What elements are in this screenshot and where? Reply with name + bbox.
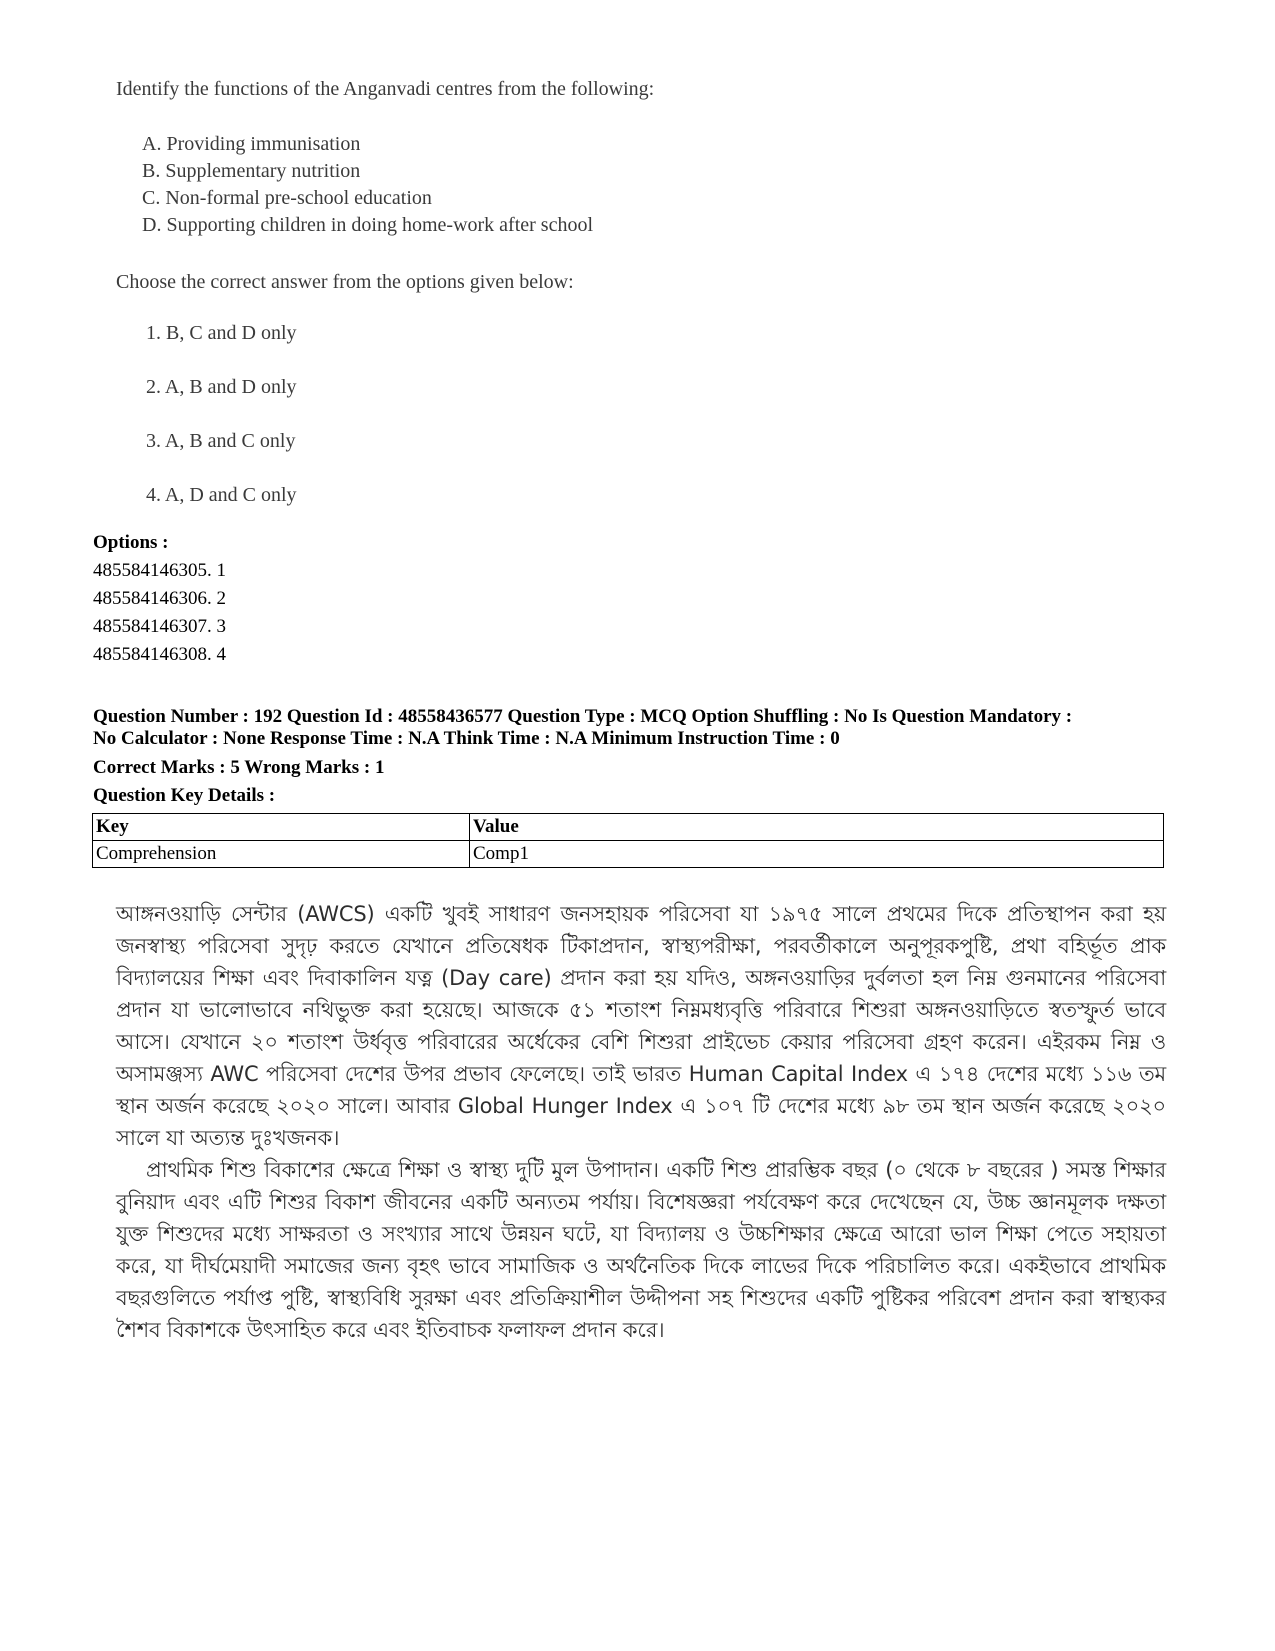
- statement-item: C. Non-formal pre-school education: [142, 187, 432, 209]
- marks-line: Correct Marks : 5 Wrong Marks : 1: [93, 757, 385, 778]
- question-stem: Identify the functions of the Anganvadi centres from the following:: [116, 78, 655, 100]
- answer-choice-list: [146, 322, 297, 538]
- statement-item: D. Supporting children in doing home-work after school: [142, 214, 594, 236]
- table-header-row: [93, 814, 1164, 841]
- option-item: 485584146308. 4: [93, 644, 226, 665]
- answer-choice: 4. A, D and C only: [146, 484, 297, 506]
- table-cell-value: Comp1: [470, 841, 1164, 868]
- answer-choice: 1. B, C and D only: [146, 322, 297, 344]
- question-info-line: Question Number : 192 Question Id : 48558436577 Question Type : MCQ Option Shuffling : No Is Question Mandatory :: [93, 706, 1073, 727]
- key-details-table: [92, 813, 1164, 868]
- answer-choice: 3. A, B and C only: [146, 430, 296, 452]
- passage-paragraph: প্রাথমিক শিশু বিকাশের ক্ষেত্রে শিক্ষা ও স্বাস্থ্য দুটি মুল উপাদান। একটি শিশু প্রারম্ভিক বছর (০ থেকে ৮ বছরের ) সমস্ত শিক্ষার বুনিয়াদ এবং এটি শিশুর বিকাশ জীবনের একটি অন্যতম পর্যায়। বিশেষজ্ঞরা পর্যবেক্ষণ করে দেখেছেন যে, উচ্চ জ্ঞানমূলক দক্ষতা যুক্ত শিশুদের মধ্যে সাক্ষরতা ও সংখ্যার সাথে উন্নয়ন ঘটে, যা বিদ্যালয় ও উচ্চশিক্ষার ক্ষেত্রে আরো ভাল শিক্ষা পেতে সহায়তা করে, যা দীর্ঘমেয়াদী সমাজের জন্য বৃহৎ ভাবে সামাজিক ও অর্থনৈতিক দিকে লাভের দিকে পরিচালিত করে। একইভাবে প্রাথমিক বছরগুলিতে পর্যাপ্ত পুষ্টি, স্বাস্থ্যবিধি সুরক্ষা এবং প্রতিক্রিয়াশীল উদ্দীপনা সহ শিশুদের একটি পুষ্টিকর পরিবেশ প্রদান করা স্বাস্থ্যকর শৈশব বিকাশকে উৎসাহিত করে এবং ইতিবাচক ফলাফল প্রদান করে।: [116, 1158, 1166, 1342]
- statement-item: B. Supplementary nutrition: [142, 160, 361, 182]
- question-info: [93, 706, 1193, 750]
- key-details-title: Question Key Details :: [93, 785, 276, 806]
- statement-list: [142, 131, 593, 239]
- option-item: 485584146307. 3: [93, 616, 226, 637]
- table-header-value: Value: [470, 814, 1164, 841]
- option-item: 485584146305. 1: [93, 560, 226, 581]
- statement-item: A. Providing immunisation: [142, 133, 361, 155]
- passage-paragraph: আঙ্গনওয়াড়ি সেন্টার (AWCS) একটি খুবই সাধারণ জনসহায়ক পরিসেবা যা ১৯৭৫ সালে প্রথমের দিকে প্রতিস্থাপন করা হয় জনস্বাস্থ্য পরিসেবা সুদৃঢ় করতে যেখানে প্রতিষেধক টিকাপ্রদান, স্বাস্থ্যপরীক্ষা, পরবর্তীকালে অনুপূরকপুষ্টি, প্রথা বহির্ভূত প্রাক বিদ্যালয়ের শিক্ষা এবং দিবাকালিন যত্ন (Day care) প্রদান করা হয় যদিও, অঙ্গনওয়াড়ির দুর্বলতা হল নিম্ন গুনমানের পরিসেবা প্রদান যা ভালোভাবে নথিভুক্ত করা হয়েছে। আজকে ৫১ শতাংশ নিম্নমধ্যবৃত্তি পরিবারে শিশুরা অঙ্গনওয়াড়িতে স্বতস্ফুর্ত ভাবে আসে। যেখানে ২০ শতাংশ উর্ধবৃত্ত পরিবারের অর্ধেকের বেশি শিশুরা প্রাইভেচ কেয়ার পরিসেবা গ্রহণ করেন। এইরকম নিম্ন ও অসামঞ্জস্য AWC পরিসেবা দেশের উপর প্রভাব ফেলেছে। তাই ভারত Human Capital Index এ ১৭৪ দেশের মধ্যে ১১৬ তম স্থান অর্জন করেছে ২০২০ সালে। আবার Global Hunger Index এ ১০৭ টি দেশের মধ্যে ৯৮ তম স্থান অর্জন করেছে ২০২০ সালে যা অত্যন্ত দুঃখজনক।: [116, 902, 1166, 1150]
- options-section: [93, 529, 226, 669]
- table-row: [93, 841, 1164, 868]
- question-info-line: No Calculator : None Response Time : N.A Think Time : N.A Minimum Instruction Time : 0: [93, 728, 840, 749]
- choose-instruction: Choose the correct answer from the options given below:: [116, 271, 574, 293]
- comprehension-passage: [116, 898, 1166, 1346]
- answer-choice: 2. A, B and D only: [146, 376, 297, 398]
- table-header-key: Key: [93, 814, 470, 841]
- options-title: Options :: [93, 532, 169, 553]
- option-item: 485584146306. 2: [93, 588, 226, 609]
- table-cell-key: Comprehension: [93, 841, 470, 868]
